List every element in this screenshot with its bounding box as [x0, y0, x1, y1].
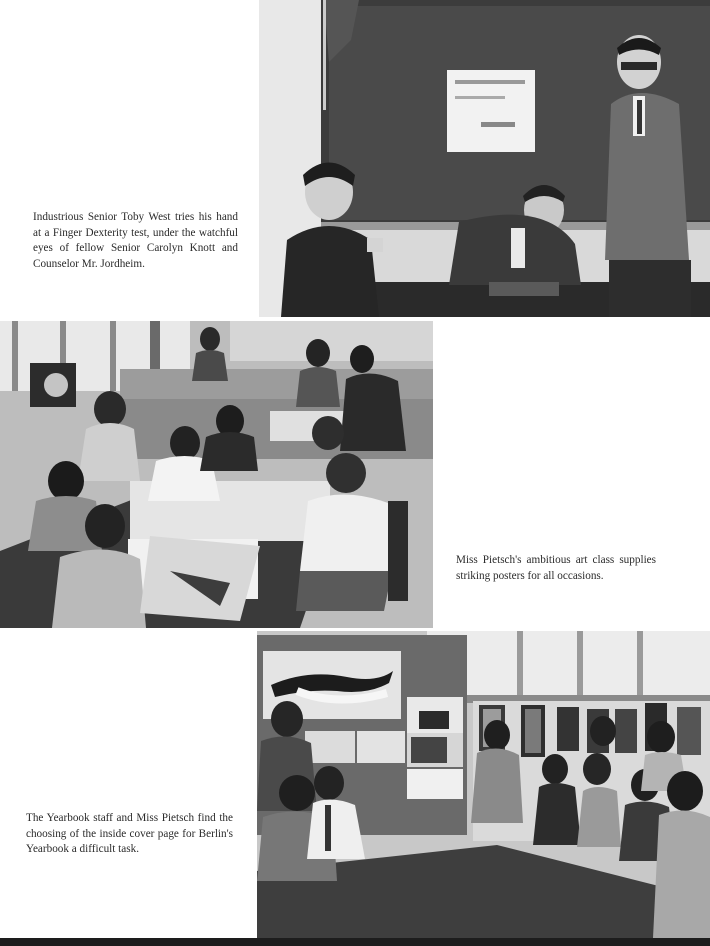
- photo-finger-dexterity-test: [259, 0, 710, 317]
- page-bottom-rule: [0, 938, 710, 946]
- caption-yearbook-staff: The Yearbook staff and Miss Pietsch find the choosing of the inside cover page for Berlin's Yearbook a difficult task.: [26, 812, 233, 855]
- caption-art-class: Miss Pietsch's ambitious art class supplies striking posters for all occasions.: [456, 554, 656, 582]
- photo-yearbook-staff: [257, 631, 710, 938]
- caption-finger-dexterity: Industrious Senior Toby West tries his hand at a Finger Dexterity test, under the watchful eyes of fellow Senior Carolyn Knott and Counselor Mr. Jordheim.: [33, 211, 238, 270]
- photo-art-class: [0, 321, 433, 628]
